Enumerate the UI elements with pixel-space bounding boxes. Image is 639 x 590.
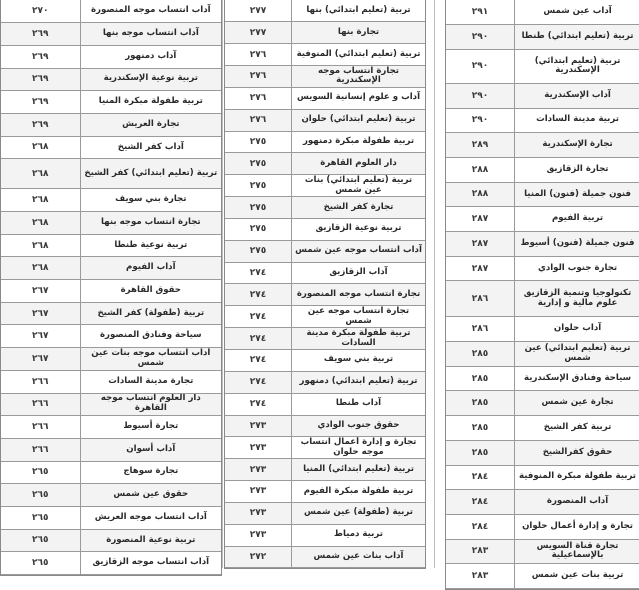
table-row: [225, 524, 425, 546]
table-row: [225, 66, 425, 88]
table-row: [225, 306, 425, 328]
table-row: [1, 91, 221, 114]
cutoff-score: ٢٨٩: [446, 133, 515, 158]
cutoff-score: ٢٨٨: [446, 157, 515, 182]
table-row: [1, 302, 221, 325]
faculty-name: تربية (تعليم ابتدائي) الإسكندرية: [515, 49, 639, 83]
faculty-name: تربية (تعليم ابتدائي) بنها: [292, 0, 426, 22]
faculty-name: تربية (تعليم ابتدائي) عين شمس: [515, 342, 639, 367]
cutoff-score: ٢٧٤: [225, 371, 292, 393]
faculty-name: تجارة جنوب الوادي: [515, 256, 639, 281]
cutoff-score: ٢٧٤: [225, 350, 292, 372]
faculty-name: تجارة قناة السويس بالإسماعيلية: [515, 539, 639, 564]
cutoff-score: ٢٧٥: [225, 218, 292, 240]
faculty-name: تربية مدينة السادات: [515, 108, 639, 133]
faculty-name: تربية (طفولة) عين شمس: [292, 502, 426, 524]
cutoff-score: ٢٦٧: [1, 302, 80, 325]
table-row: [225, 218, 425, 240]
cutoff-score: ٢٦٥: [1, 506, 80, 529]
faculty-name: آداب و علوم إنسانية السويس: [292, 87, 426, 109]
cutoff-score: ٢٨٤: [446, 490, 515, 515]
faculty-name: تربية طفولة مبكرة المنيا: [80, 91, 221, 114]
table-row: [446, 317, 639, 342]
faculty-name: آداب طنطا: [292, 393, 426, 415]
table-row: [1, 461, 221, 484]
cutoff-score: ٢٧٦: [225, 44, 292, 66]
cutoff-score: ٢٩٠: [446, 25, 515, 50]
faculty-name: تربية الفيوم: [515, 207, 639, 232]
table-row: [225, 131, 425, 153]
cutoff-score: ٢٦٩: [1, 45, 80, 68]
table-row: [225, 393, 425, 415]
table-row: [225, 240, 425, 262]
table-row: [1, 68, 221, 91]
cutoff-score: ٢٧٦: [225, 87, 292, 109]
table-row: [225, 502, 425, 524]
cutoff-score: ٢٦٥: [1, 461, 80, 484]
faculty-name: تجارة عين شمس: [515, 391, 639, 416]
table-row: [1, 189, 221, 212]
table-row: [446, 157, 639, 182]
cutoff-score: ٢٦٧: [1, 325, 80, 348]
cutoff-score: ٢٦٥: [1, 529, 80, 552]
faculty-name: تجارة أسيوط: [80, 416, 221, 439]
cutoff-score: ٢٨٥: [446, 391, 515, 416]
table-row: [225, 175, 425, 197]
cutoff-score: ٢٧٥: [225, 197, 292, 219]
cutoff-score: ٢٩٠: [446, 83, 515, 108]
faculty-name: تجارة العريش: [80, 113, 221, 136]
table-row: [1, 438, 221, 461]
cutoff-score: ٢٦٩: [1, 23, 80, 46]
cutoff-score: ٢٨٤: [446, 514, 515, 539]
results-table-left: [0, 0, 222, 576]
faculty-name: تجارة انتساب موجه بنها: [80, 212, 221, 235]
faculty-name: تربية (تعليم ابتدائي) المنوفية: [292, 44, 426, 66]
cutoff-score: ٢٨٥: [446, 416, 515, 441]
table-row: [1, 212, 221, 235]
cutoff-score: ٢٧٣: [225, 415, 292, 437]
faculty-name: تربية طفولة مبكرة دمنهور: [292, 131, 426, 153]
faculty-name: آداب كفر الشيخ: [80, 136, 221, 159]
cutoff-score: ٢٦٩: [1, 113, 80, 136]
table-row: [225, 437, 425, 459]
table-row: [446, 25, 639, 50]
table-row: [1, 506, 221, 529]
faculty-name: تربية نوعية طنطا: [80, 234, 221, 257]
table-row: [225, 459, 425, 481]
faculty-name: تجارة و إدارة أعمال انتساب موجه حلوان: [292, 437, 426, 459]
faculty-name: آداب أسوان: [80, 438, 221, 461]
cutoff-score: ٢٦٦: [1, 370, 80, 393]
faculty-name: تربية (تعليم ابتدائي) كفر الشيخ: [80, 159, 221, 189]
faculty-name: آداب دمنهور: [80, 45, 221, 68]
table-row: [1, 416, 221, 439]
table-row: [446, 133, 639, 158]
faculty-name: آداب الزقازيق: [292, 262, 426, 284]
faculty-name: حقوق عين شمس: [80, 484, 221, 507]
faculty-name: آداب المنصورة: [515, 490, 639, 515]
table-row: [446, 465, 639, 490]
faculty-name: آداب انتساب موجه بنها: [80, 23, 221, 46]
table-row: [1, 0, 221, 23]
table-row: [446, 182, 639, 207]
cutoff-score: ٢٩٠: [446, 108, 515, 133]
cutoff-score: ٢٧٥: [225, 240, 292, 262]
table-row: [1, 370, 221, 393]
table-row: [446, 207, 639, 232]
cutoff-score: ٢٨٣: [446, 539, 515, 564]
table-row: [225, 481, 425, 503]
cutoff-score: ٢٧٥: [225, 153, 292, 175]
table-row: [446, 391, 639, 416]
table-row: [1, 257, 221, 280]
faculty-name: آداب الفيوم: [80, 257, 221, 280]
table-row: [225, 197, 425, 219]
faculty-name: آداب انتساب موجه بنات عين شمس: [80, 348, 221, 371]
cutoff-score: ٢٦٩: [1, 68, 80, 91]
cutoff-score: ٢٦٩: [1, 91, 80, 114]
table-row: [225, 22, 425, 44]
faculty-name: تربية طفولة مبكرة مدينة السادات: [292, 328, 426, 350]
table-row: [1, 45, 221, 68]
faculty-name: تربية (تعليم ابتدائي) دمنهور: [292, 371, 426, 393]
faculty-name: تجارة الزقازيق: [515, 157, 639, 182]
table-row: [446, 108, 639, 133]
faculty-name: دار العلوم انتساب موجه القاهرة: [80, 393, 221, 416]
table-row: [1, 529, 221, 552]
cutoff-score: ٢٧٦: [225, 109, 292, 131]
cutoff-score: ٢٧٥: [225, 131, 292, 153]
cutoff-score: ٢٦٥: [1, 484, 80, 507]
cutoff-score: ٢٦٦: [1, 438, 80, 461]
faculty-name: تربية طفولة مبكرة المنوفية: [515, 465, 639, 490]
table-row: [1, 280, 221, 303]
table-row: [225, 328, 425, 350]
cutoff-score: ٢٧٧: [225, 0, 292, 22]
table-row: [1, 159, 221, 189]
faculty-name: حقوق جنوب الوادي: [292, 415, 426, 437]
cutoff-score: ٢٨٥: [446, 342, 515, 367]
table-row: [446, 440, 639, 465]
faculty-name: آداب انتساب موجه المنصورة: [80, 0, 221, 23]
table-row: [446, 564, 639, 589]
table-row: [1, 393, 221, 416]
cutoff-score: ٢٧٤: [225, 262, 292, 284]
faculty-name: آداب انتساب موجه العريش: [80, 506, 221, 529]
cutoff-score: ٢٦٦: [1, 393, 80, 416]
faculty-name: تجارة بني سويف: [80, 189, 221, 212]
table-row: [225, 371, 425, 393]
faculty-name: تربية طفولة مبكرة الفيوم: [292, 481, 426, 503]
table-row: [225, 262, 425, 284]
faculty-name: تجارة و إدارة أعمال حلوان: [515, 514, 639, 539]
faculty-name: تجارة كفر الشيخ: [292, 197, 426, 219]
cutoff-score: ٢٨٦: [446, 281, 515, 317]
faculty-name: حقوق القاهرة: [80, 280, 221, 303]
faculty-name: تكنولوجيا وتنمية الزقازيق علوم مالية و إدارية: [515, 281, 639, 317]
faculty-name: فنون جميلة (فنون) أسيوط: [515, 232, 639, 257]
cutoff-score: ٢٦٨: [1, 234, 80, 257]
table-row: [1, 23, 221, 46]
results-table-middle: [224, 0, 426, 569]
cutoff-score: ٢٧٢: [225, 546, 292, 568]
faculty-name: آداب حلوان: [515, 317, 639, 342]
cutoff-score: ٢٨٥: [446, 366, 515, 391]
cutoff-score: ٢٧٤: [225, 284, 292, 306]
cutoff-score: ٢٨٥: [446, 440, 515, 465]
cutoff-score: ٢٦٦: [1, 416, 80, 439]
cutoff-score: ٢٧٤: [225, 393, 292, 415]
faculty-name: تربية كفر الشيخ: [515, 416, 639, 441]
table-row: [225, 546, 425, 568]
table-row: [446, 416, 639, 441]
cutoff-score: ٢٨٧: [446, 207, 515, 232]
cutoff-score: ٢٩٠: [446, 49, 515, 83]
faculty-name: تجارة مدينة السادات: [80, 370, 221, 393]
faculty-name: تجارة انتساب موجه المنصورة: [292, 284, 426, 306]
table-row: [446, 83, 639, 108]
cutoff-score: ٢٦٨: [1, 136, 80, 159]
faculty-name: تربية نوعية الزقازيق: [292, 218, 426, 240]
table-row: [225, 109, 425, 131]
faculty-name: تجارة بنها: [292, 22, 426, 44]
cutoff-score: ٢٨٧: [446, 256, 515, 281]
faculty-name: تربية (تعليم ابتدائي) بنات عين شمس: [292, 175, 426, 197]
faculty-name: آداب بنات عين شمس: [292, 546, 426, 568]
faculty-name: تربية (تعليم ابتدائي) طنطا: [515, 25, 639, 50]
table-row: [446, 232, 639, 257]
faculty-name: تجارة انتساب موجه الإسكندرية: [292, 66, 426, 88]
cutoff-score: ٢٨٧: [446, 232, 515, 257]
cutoff-score: ٢٩١: [446, 0, 515, 25]
table-row: [1, 552, 221, 575]
table-row: [446, 342, 639, 367]
table-row: [446, 0, 639, 25]
table-row: [1, 348, 221, 371]
table-row: [446, 49, 639, 83]
faculty-name: دار العلوم القاهرة: [292, 153, 426, 175]
faculty-name: تربية نوعية المنصورة: [80, 529, 221, 552]
cutoff-score: ٢٧٧: [225, 22, 292, 44]
cutoff-score: ٢٧٣: [225, 437, 292, 459]
column-gap-right: [434, 0, 435, 568]
table-row: [446, 256, 639, 281]
faculty-name: تجارة الإسكندرية: [515, 133, 639, 158]
faculty-name: تربية (تعليم ابتدائي) حلوان: [292, 109, 426, 131]
cutoff-score: ٢٧٣: [225, 481, 292, 503]
cutoff-score: ٢٦٧: [1, 348, 80, 371]
faculty-name: آداب انتساب موجه الزقازيق: [80, 552, 221, 575]
faculty-name: سياحة وفنادق المنصورة: [80, 325, 221, 348]
table-row: [225, 0, 425, 22]
table-row: [1, 136, 221, 159]
table-row: [1, 325, 221, 348]
cutoff-score: ٢٦٧: [1, 280, 80, 303]
faculty-name: تربية بنات عين شمس: [515, 564, 639, 589]
faculty-name: حقوق كفرالشيخ: [515, 440, 639, 465]
cutoff-score: ٢٦٨: [1, 159, 80, 189]
table-row: [446, 539, 639, 564]
cutoff-score: ٢٧٤: [225, 328, 292, 350]
cutoff-score: ٢٨٤: [446, 465, 515, 490]
table-row: [225, 350, 425, 372]
table-row: [446, 514, 639, 539]
table-row: [225, 44, 425, 66]
cutoff-score: ٢٦٨: [1, 189, 80, 212]
cutoff-score: ٢٧٠: [1, 0, 80, 23]
table-row: [225, 284, 425, 306]
results-table-right: [445, 0, 639, 590]
cutoff-score: ٢٧٣: [225, 524, 292, 546]
cutoff-score: ٢٨٦: [446, 317, 515, 342]
table-row: [225, 87, 425, 109]
table-row: [225, 153, 425, 175]
cutoff-score: ٢٧٥: [225, 175, 292, 197]
faculty-name: تربية بني سويف: [292, 350, 426, 372]
faculty-name: تربية نوعية الإسكندرية: [80, 68, 221, 91]
column-gap-left: [222, 0, 223, 568]
table-row: [446, 281, 639, 317]
table-row: [225, 415, 425, 437]
faculty-name: تربية دمياط: [292, 524, 426, 546]
faculty-name: تربية (طفولة) كفر الشيخ: [80, 302, 221, 325]
cutoff-score: ٢٨٨: [446, 182, 515, 207]
cutoff-score: ٢٧٤: [225, 306, 292, 328]
cutoff-score: ٢٦٨: [1, 212, 80, 235]
faculty-name: فنون جميلة (فنون) المنيا: [515, 182, 639, 207]
table-row: [1, 113, 221, 136]
table-row: [446, 490, 639, 515]
faculty-name: آداب عين شمس: [515, 0, 639, 25]
faculty-name: تجارة انتساب موجه عين شمس: [292, 306, 426, 328]
cutoff-score: ٢٦٨: [1, 257, 80, 280]
faculty-name: سياحة وفنادق الإسكندرية: [515, 366, 639, 391]
table-row: [446, 366, 639, 391]
cutoff-score: ٢٧٦: [225, 66, 292, 88]
table-row: [1, 484, 221, 507]
faculty-name: تربية (تعليم ابتدائي) المنيا: [292, 459, 426, 481]
faculty-name: آداب الإسكندرية: [515, 83, 639, 108]
cutoff-score: ٢٧٣: [225, 459, 292, 481]
table-row: [1, 234, 221, 257]
cutoff-score: ٢٦٥: [1, 552, 80, 575]
faculty-name: آداب انتساب موجه عين شمس: [292, 240, 426, 262]
cutoff-score: ٢٨٣: [446, 564, 515, 589]
faculty-name: تجارة سوهاج: [80, 461, 221, 484]
cutoff-score: ٢٧٣: [225, 502, 292, 524]
